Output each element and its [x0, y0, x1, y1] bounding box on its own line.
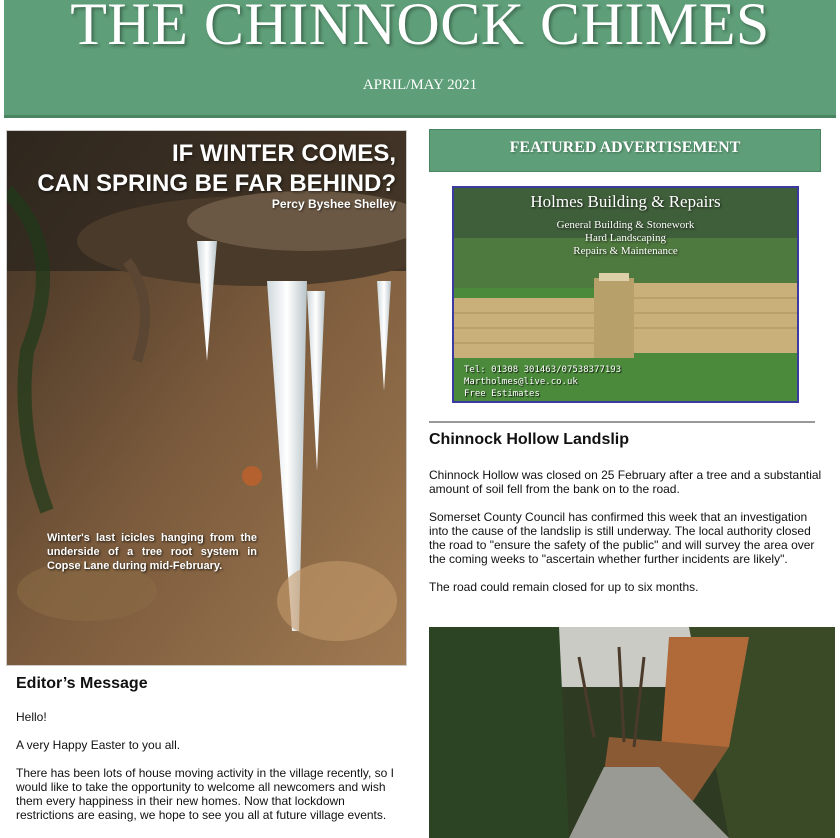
- ad-service-item: General Building & Stonework: [556, 219, 695, 231]
- cover-photo: [6, 130, 407, 666]
- cover-heading-line1: IF WINTER COMES,: [172, 140, 396, 167]
- landslip-paragraph: Chinnock Hollow was closed on 25 February after a tree and a substantial amount of soil fell from the bank on to the road.: [429, 468, 822, 496]
- landslip-paragraph: The road could remain closed for up to six months.: [429, 580, 699, 594]
- ad-note: Free Estimates: [464, 389, 540, 399]
- landslip-heading: Chinnock Hollow Landslip: [429, 431, 629, 448]
- newsletter-title: THE CHINNOCK CHIMES: [70, 0, 770, 57]
- landslip-photo: [429, 627, 835, 838]
- ad-email[interactable]: Martholmes@live.co.uk: [464, 377, 578, 387]
- editor-paragraph: A very Happy Easter to you all.: [16, 738, 181, 752]
- editor-heading: Editor’s Message: [16, 675, 148, 692]
- ad-contact: [464, 364, 621, 400]
- ad-service-item: Repairs & Maintenance: [573, 245, 678, 257]
- ad-service-item: Hard Landscaping: [585, 232, 666, 244]
- ad-services: [454, 219, 797, 258]
- icicles-photo: [7, 131, 407, 666]
- cover-author: Percy Byshee Shelley: [271, 197, 396, 211]
- cover-caption: Winter's last icicles hanging from the underside of a tree root system in Copse Lane during mid-February.: [47, 532, 257, 572]
- issue-date: APRIL/MAY 2021: [362, 77, 478, 93]
- cover-heading-line2: CAN SPRING BE FAR BEHIND?: [37, 170, 396, 197]
- section-divider: [429, 421, 815, 423]
- editor-paragraph: Hello!: [16, 710, 47, 724]
- masthead: [4, 0, 836, 118]
- landslip-body: [429, 468, 824, 608]
- featured-banner: [429, 129, 821, 172]
- ad-company-name: Holmes Building & Repairs: [530, 192, 721, 211]
- featured-label: FEATURED ADVERTISEMENT: [509, 139, 741, 156]
- editor-body: [16, 710, 406, 836]
- cover-heading: [37, 139, 396, 199]
- ad-phone: Tel: 01308 301463/07538377193: [464, 365, 622, 375]
- advertisement[interactable]: [452, 186, 799, 403]
- landslip-paragraph: Somerset County Council has confirmed this week that an investigation into the cause of the landslip is still underway. The local authority closed the road to "ensure the safety of the public" and will survey the area over the coming weeks to "ascertain whether further incidents are likely".: [429, 510, 815, 566]
- editor-paragraph: There has been lots of house moving activity in the village recently, so I would like to take the opportunity to welcome all newcomers and wish them every happiness in their new homes. Now that lockdown restrictions are easing, we hope to see you all at future village events.: [16, 766, 394, 822]
- landslip-road-photo: [429, 627, 835, 838]
